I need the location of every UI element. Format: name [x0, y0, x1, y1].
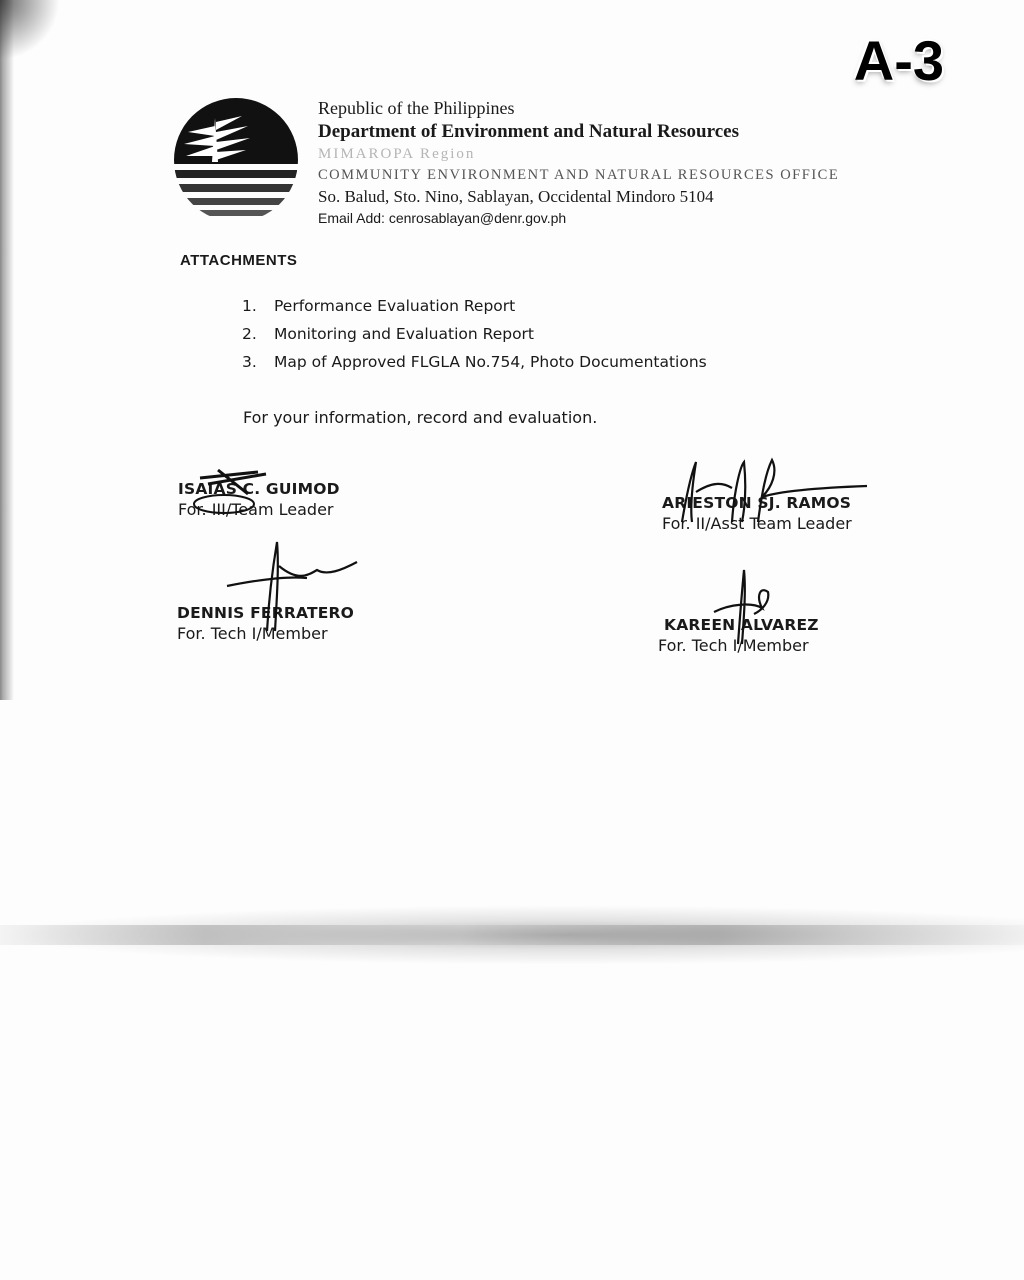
list-item-number: 1. [242, 297, 257, 315]
list-item-number: 3. [242, 353, 257, 371]
attachments-heading: ATTACHMENTS [180, 252, 298, 269]
list-item-text: Monitoring and Evaluation Report [274, 325, 534, 343]
denr-logo [168, 96, 304, 226]
signatory-position: For. Tech I/Member [658, 636, 809, 655]
list-item [242, 320, 707, 348]
signatory-position: For. III/Team Leader [178, 500, 334, 519]
signatory-name: DENNIS FERRATERO [177, 604, 355, 622]
closing-line: For your information, record and evaluation. [243, 408, 598, 427]
list-item-text: Performance Evaluation Report [274, 297, 516, 315]
letterhead-email: Email Add: cenrosablayan@denr.gov.ph [318, 210, 567, 226]
signature-mark [698, 566, 788, 646]
scan-corner-shadow [0, 0, 60, 60]
paper-fold-crease [0, 925, 1024, 945]
signatory-block [177, 604, 354, 643]
signature-mark [662, 452, 872, 532]
list-item [242, 348, 707, 376]
scan-edge-shadow [0, 0, 14, 700]
signatory-name: ISAIAS C. GUIMOD [178, 480, 340, 498]
signatory-position: For. II/Asst Team Leader [662, 514, 852, 533]
letterhead-office: COMMUNITY ENVIRONMENT AND NATURAL RESOURCES OFFICE [318, 167, 840, 183]
signature-mark [188, 464, 288, 524]
attachments-list [242, 292, 707, 376]
signatory-block [178, 480, 340, 519]
signatory-name: KAREEN ALVAREZ [664, 616, 819, 634]
page-stamp-label: A-3 [853, 29, 944, 92]
signatory-position: For. Tech I/Member [177, 624, 328, 643]
letterhead [318, 96, 839, 228]
signatory-block [662, 494, 852, 533]
list-item [242, 292, 707, 320]
signatory-name: ARIESTON SJ. RAMOS [662, 494, 852, 512]
letterhead-address: So. Balud, Sto. Nino, Sablayan, Occidental Mindoro 5104 [318, 187, 714, 206]
letterhead-region: MIMAROPA Region [318, 146, 476, 162]
signatory-block [658, 616, 819, 655]
letterhead-department: Department of Environment and Natural Resources [318, 121, 739, 142]
list-item-number: 2. [242, 325, 257, 343]
list-item-text: Map of Approved FLGLA No.754, Photo Documentations [274, 353, 707, 371]
letterhead-republic: Republic of the Philippines [318, 98, 515, 118]
signature-mark [217, 536, 367, 636]
